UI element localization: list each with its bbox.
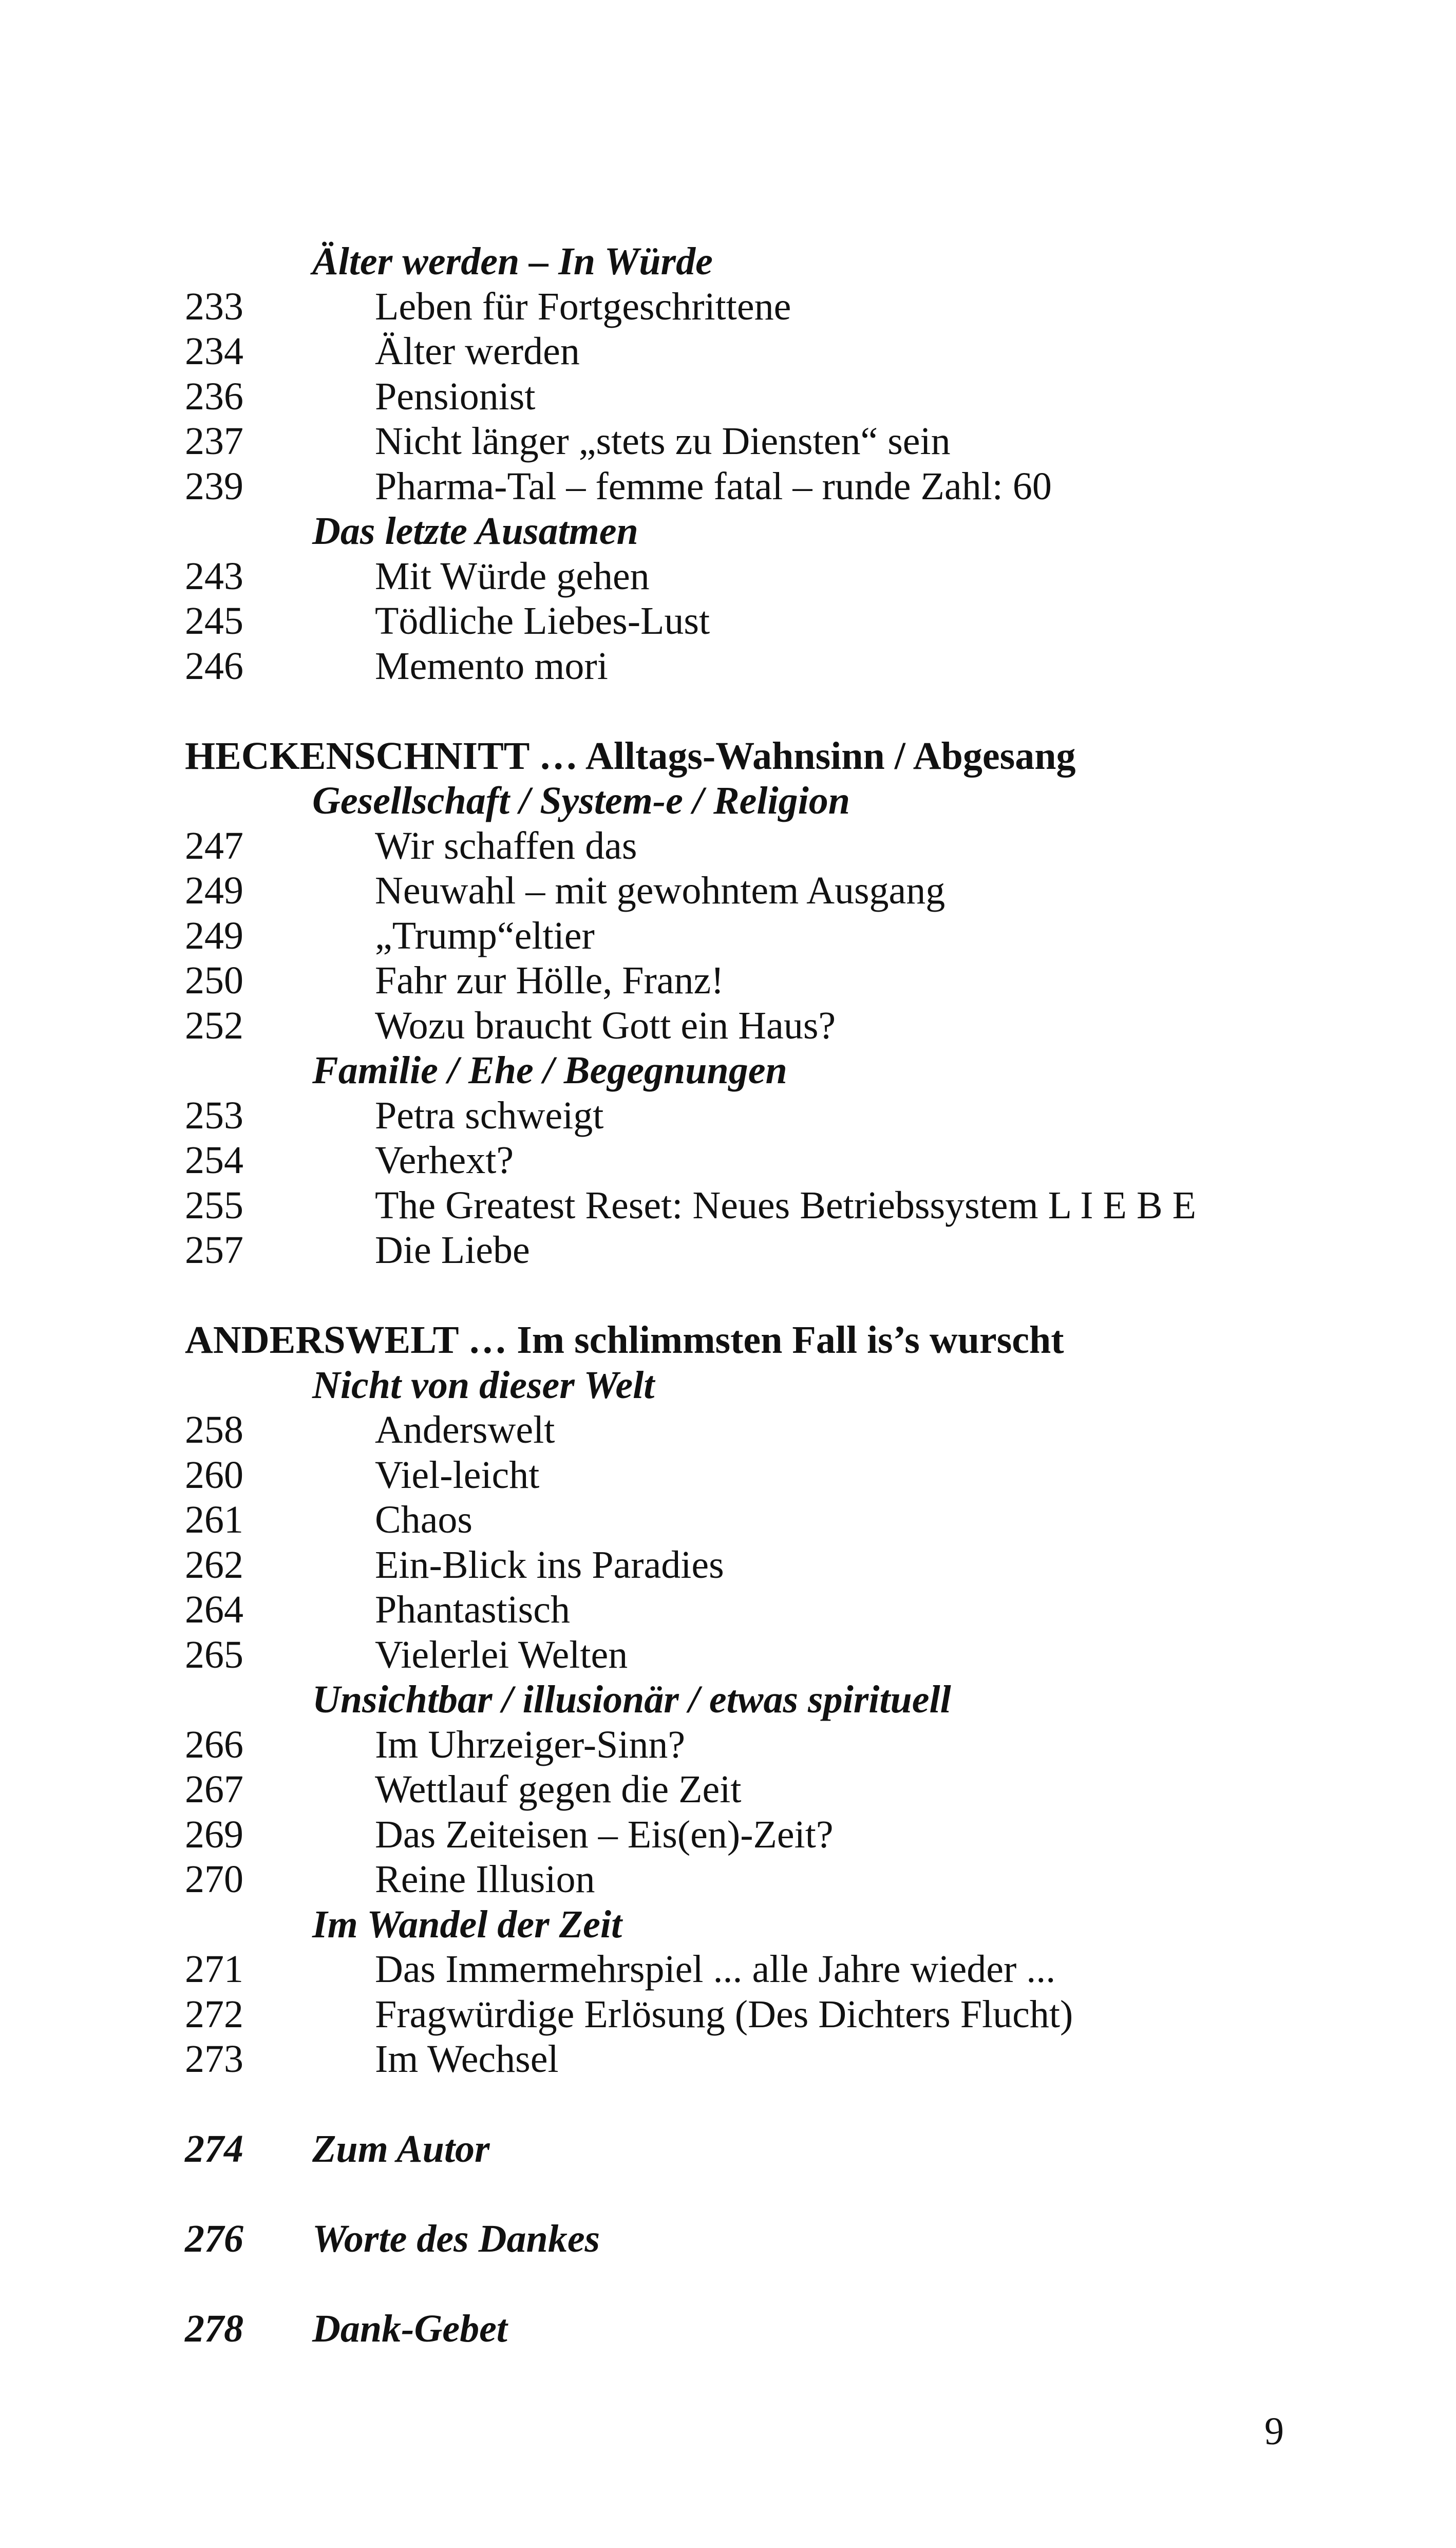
toc-entry — [0, 868, 1456, 913]
toc-entry-page: 257 — [185, 1229, 243, 1272]
toc-entry-page: 254 — [185, 1139, 243, 1182]
toc-entry-page: 243 — [185, 555, 243, 598]
toc-entry-title: Wozu braucht Gott ein Haus? — [375, 1004, 836, 1047]
toc-entry-title: Ein-Blick ins Paradies — [375, 1543, 724, 1587]
toc-entry — [0, 958, 1456, 1003]
toc-entry — [0, 1003, 1456, 1048]
toc-entry-title: Fragwürdige Erlösung (Des Dichters Flucht) — [375, 1993, 1073, 2036]
closing-entry — [0, 2306, 1456, 2351]
toc-entry — [0, 598, 1456, 644]
toc-entry-page: 261 — [185, 1498, 243, 1541]
toc-entry-title: Das Zeiteisen – Eis(en)-Zeit? — [375, 1813, 834, 1856]
section-heading-text: HECKENSCHNITT … Alltags-Wahnsinn / Abgesang — [185, 734, 1076, 778]
toc-entry-page: 271 — [185, 1948, 243, 1991]
toc-entry-title: Nicht länger „stets zu Diensten“ sein — [375, 420, 951, 463]
toc-entry-title: Älter werden — [375, 330, 580, 373]
toc-entry-page: 245 — [185, 599, 243, 643]
closing-entry-page: 278 — [185, 2307, 243, 2350]
subsection-heading — [0, 1677, 1456, 1722]
subsection-heading — [0, 778, 1456, 823]
toc-entry-title: Leben für Fortgeschrittene — [375, 285, 791, 328]
toc-entry-page: 252 — [185, 1004, 243, 1047]
section-heading — [0, 733, 1456, 779]
closing-entry-title: Zum Autor — [312, 2127, 490, 2170]
toc-entry-title: Memento mori — [375, 645, 608, 688]
toc-entry — [0, 1228, 1456, 1273]
subsection-heading-text: Nicht von dieser Welt — [312, 1364, 655, 1407]
toc-entry — [0, 374, 1456, 419]
toc-entry-title: Vielerlei Welten — [375, 1633, 628, 1676]
toc-entry-title: Viel-leicht — [375, 1454, 540, 1497]
toc-entry — [0, 2036, 1456, 2082]
toc-entry-title: The Greatest Reset: Neues Betriebssystem L I E B E — [375, 1184, 1197, 1227]
toc-entry-title: Wettlauf gegen die Zeit — [375, 1768, 742, 1811]
toc-entry — [0, 1497, 1456, 1542]
toc-entry-page: 253 — [185, 1094, 243, 1137]
toc-entry-page: 270 — [185, 1858, 243, 1901]
toc-entry-page: 236 — [185, 375, 243, 418]
closing-entry-title: Worte des Dankes — [312, 2217, 600, 2260]
toc-entry — [0, 1632, 1456, 1677]
toc-entry-page: 264 — [185, 1588, 243, 1631]
toc-entry-title: Anderswelt — [375, 1408, 555, 1451]
toc-entry — [0, 1812, 1456, 1857]
toc-entry-page: 250 — [185, 959, 243, 1002]
toc-entry — [0, 464, 1456, 509]
toc-entry-page: 255 — [185, 1184, 243, 1227]
closing-entry-page: 276 — [185, 2217, 243, 2260]
toc-entry — [0, 1767, 1456, 1812]
toc-entry-title: Pensionist — [375, 375, 536, 418]
toc-entry-page: 269 — [185, 1813, 243, 1856]
toc-entry — [0, 1542, 1456, 1588]
subsection-heading-text: Familie / Ehe / Begegnungen — [312, 1049, 787, 1092]
closing-entry — [0, 2216, 1456, 2261]
toc-entry-page: 258 — [185, 1408, 243, 1451]
toc-entry-title: Neuwahl – mit gewohntem Ausgang — [375, 869, 946, 912]
subsection-heading-text: Gesellschaft / System-e / Religion — [312, 779, 850, 822]
toc-entry-page: 249 — [185, 869, 243, 912]
toc-entry-title: Im Wechsel — [375, 2037, 559, 2081]
toc-entry — [0, 1138, 1456, 1183]
toc-entry — [0, 913, 1456, 958]
toc-entry-title: Chaos — [375, 1498, 472, 1541]
toc-entry — [0, 1587, 1456, 1632]
toc-entry-title: Tödliche Liebes-Lust — [375, 599, 710, 643]
toc-entry — [0, 644, 1456, 689]
toc-entry-page: 234 — [185, 330, 243, 373]
toc-entry-page: 237 — [185, 420, 243, 463]
toc-entry-page: 239 — [185, 465, 243, 508]
toc-entry — [0, 1452, 1456, 1498]
page-number: 9 — [1264, 2410, 1284, 2453]
toc-entry-title: Die Liebe — [375, 1229, 530, 1272]
toc-entry-page: 246 — [185, 645, 243, 688]
subsection-heading — [0, 508, 1456, 554]
toc-entry — [0, 329, 1456, 374]
toc-entry — [0, 823, 1456, 869]
toc-entry-page: 247 — [185, 824, 243, 867]
toc-entry-title: Verhext? — [375, 1139, 514, 1182]
subsection-heading — [0, 1048, 1456, 1093]
section-heading — [0, 1317, 1456, 1363]
toc-entry — [0, 1722, 1456, 1767]
toc-entry-page: 262 — [185, 1543, 243, 1587]
toc-entry-title: Das Immermehrspiel ... alle Jahre wieder ... — [375, 1948, 1056, 1991]
toc-entry-title: „Trump“eltier — [375, 914, 595, 957]
toc-entry-title: Mit Würde gehen — [375, 555, 650, 598]
toc-entry-page: 267 — [185, 1768, 243, 1811]
toc-entry-title: Pharma-Tal – femme fatal – runde Zahl: 60 — [375, 465, 1052, 508]
toc-entry-page: 265 — [185, 1633, 243, 1676]
toc-entry — [0, 1857, 1456, 1902]
subsection-heading-text: Älter werden – In Würde — [312, 240, 713, 283]
toc-entry — [0, 1407, 1456, 1452]
toc-entry-title: Fahr zur Hölle, Franz! — [375, 959, 724, 1002]
toc-entry-page: 266 — [185, 1723, 243, 1766]
toc-entry-page: 272 — [185, 1993, 243, 2036]
toc-entry — [0, 1992, 1456, 2037]
closing-entry — [0, 2126, 1456, 2172]
toc-entry-title: Wir schaffen das — [375, 824, 637, 867]
toc-entry-page: 249 — [185, 914, 243, 957]
toc-entry-title: Petra schweigt — [375, 1094, 604, 1137]
toc-entry — [0, 284, 1456, 329]
subsection-heading-text: Im Wandel der Zeit — [312, 1903, 622, 1946]
closing-entry-page: 274 — [185, 2127, 243, 2170]
toc-entry — [0, 1093, 1456, 1138]
toc-entry-page: 233 — [185, 285, 243, 328]
toc-entry-page: 273 — [185, 2037, 243, 2081]
toc-entry-title: Im Uhrzeiger-Sinn? — [375, 1723, 686, 1766]
subsection-heading — [0, 239, 1456, 284]
toc-entry — [0, 554, 1456, 599]
toc-entry-page: 260 — [185, 1454, 243, 1497]
subsection-heading — [0, 1902, 1456, 1947]
toc-entry — [0, 1183, 1456, 1228]
toc-entry — [0, 1947, 1456, 1992]
toc-entry — [0, 419, 1456, 464]
subsection-heading-text: Das letzte Ausatmen — [312, 509, 638, 553]
section-heading-text: ANDERSWELT … Im schlimmsten Fall is’s wurscht — [185, 1318, 1064, 1362]
subsection-heading-text: Unsichtbar / illusionär / etwas spirituell — [312, 1678, 951, 1721]
subsection-heading — [0, 1363, 1456, 1408]
toc-entry-title: Phantastisch — [375, 1588, 570, 1631]
toc-entry-title: Reine Illusion — [375, 1858, 595, 1901]
closing-entry-title: Dank-Gebet — [312, 2307, 507, 2350]
